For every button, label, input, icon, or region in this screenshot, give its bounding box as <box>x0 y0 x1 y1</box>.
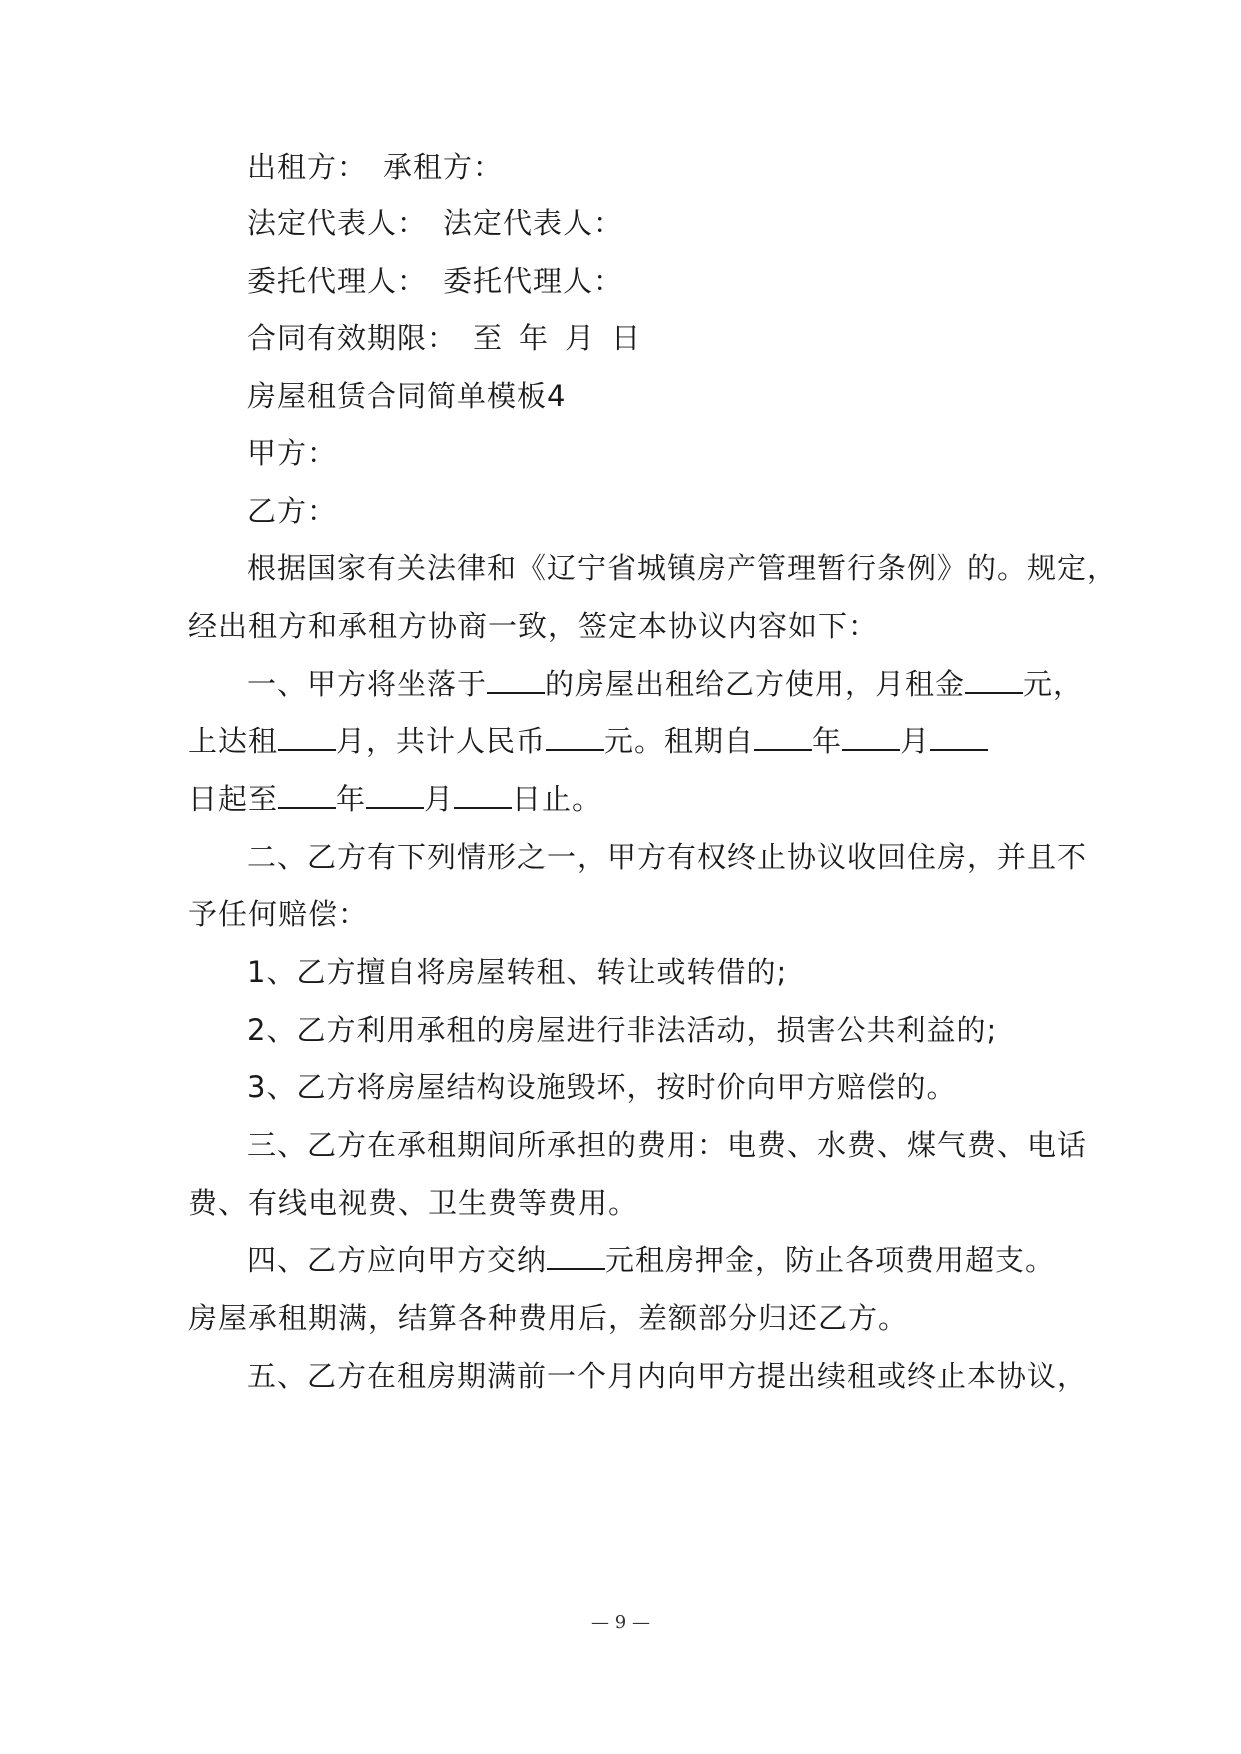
total-amount-blank <box>546 723 604 751</box>
agent-line <box>247 261 623 301</box>
clause1-text-8: 月 <box>900 724 931 758</box>
start-month-blank <box>842 723 900 751</box>
start-year-blank <box>754 723 812 751</box>
clause4-text-2: 元租房押金，防止各项费用超支。 <box>605 1243 1056 1277</box>
section-title: 房屋租赁合同简单模板4 <box>247 379 567 413</box>
clause-2-item-1: 1、乙方擅自将房屋转租、转让或转借的; <box>247 955 788 989</box>
clause4-text-1: 四、乙方应向甲方交纳 <box>247 1243 548 1277</box>
agent-b: 委托代理人： <box>443 264 624 298</box>
months-blank <box>278 723 336 751</box>
clause1-text-7: 年 <box>812 724 843 758</box>
validity-to: 至 <box>473 321 504 355</box>
validity-year: 年 <box>519 321 550 355</box>
clause1-text-6: 元。租期自 <box>604 724 755 758</box>
agent-a: 委托代理人： <box>247 264 428 298</box>
clause1-text-2: 的房屋出租给乙方使用，月租金 <box>545 667 966 701</box>
clause1-text-4: 上达租 <box>188 724 279 758</box>
clause1-text-1: 一、甲方将坐落于 <box>247 667 488 701</box>
clause-1-line-3 <box>188 779 602 819</box>
clause-2-line-1: 二、乙方有下列情形之一，甲方有权终止协议收回住房，并且不 <box>247 840 1088 874</box>
monthly-rent-blank <box>965 666 1023 694</box>
clause-1-line-2 <box>188 721 988 761</box>
lessor-label: 出租方： <box>247 150 368 184</box>
clause-2-item-2: 2、乙方利用承租的房屋进行非法活动，损害公共利益的; <box>247 1013 998 1047</box>
clause1-text-3: 元， <box>1023 667 1084 701</box>
start-day-blank <box>930 723 988 751</box>
intro-paragraph-line-1: 根据国家有关法律和《辽宁省城镇房产管理暂行条例》的。规定， <box>247 551 1118 585</box>
clause-5-line-1: 五、乙方在租房期满前一个月内向甲方提出续租或终止本协议， <box>247 1359 1088 1393</box>
clause-4-line-2: 房屋承租期满，结算各种费用后，差额部分归还乙方。 <box>188 1301 909 1335</box>
clause1-text-12: 日止。 <box>512 782 603 816</box>
clause1-text-9: 日起至 <box>188 782 279 816</box>
clause-2-item-3: 3、乙方将房屋结构设施毁坏，按时价向甲方赔偿的。 <box>247 1070 957 1104</box>
validity-month: 月 <box>565 321 596 355</box>
page-number: — 9 — <box>591 1612 650 1633</box>
end-year-blank <box>278 781 336 809</box>
clause-3-line-2: 费、有线电视费、卫生费等费用。 <box>188 1186 639 1220</box>
end-day-blank <box>454 781 512 809</box>
end-month-blank <box>366 781 424 809</box>
clause1-text-10: 年 <box>336 782 367 816</box>
clause-1-line-1 <box>247 664 1083 704</box>
party-b-line: 乙方： <box>247 494 338 528</box>
clause-3-line-1: 三、乙方在承租期间所承担的费用：电费、水费、煤气费、电话 <box>247 1128 1088 1162</box>
clause1-text-11: 月 <box>424 782 455 816</box>
validity-line <box>247 318 641 358</box>
representative-line <box>247 203 623 243</box>
deposit-blank <box>547 1242 605 1270</box>
lessor-line <box>247 147 503 187</box>
representative-a: 法定代表人： <box>247 206 428 240</box>
validity-label: 合同有效期限： <box>247 321 458 355</box>
location-blank <box>487 666 545 694</box>
clause-4-line-1 <box>247 1240 1055 1280</box>
clause1-text-5: 月，共计人民币 <box>336 724 547 758</box>
lessee-label: 承租方： <box>383 150 504 184</box>
validity-day: 日 <box>611 321 642 355</box>
clause-2-line-2: 予任何赔偿： <box>188 897 369 931</box>
representative-b: 法定代表人： <box>443 206 624 240</box>
intro-paragraph-line-2: 经出租方和承租方协商一致，签定本协议内容如下： <box>188 609 879 643</box>
party-a-line: 甲方： <box>247 436 338 470</box>
